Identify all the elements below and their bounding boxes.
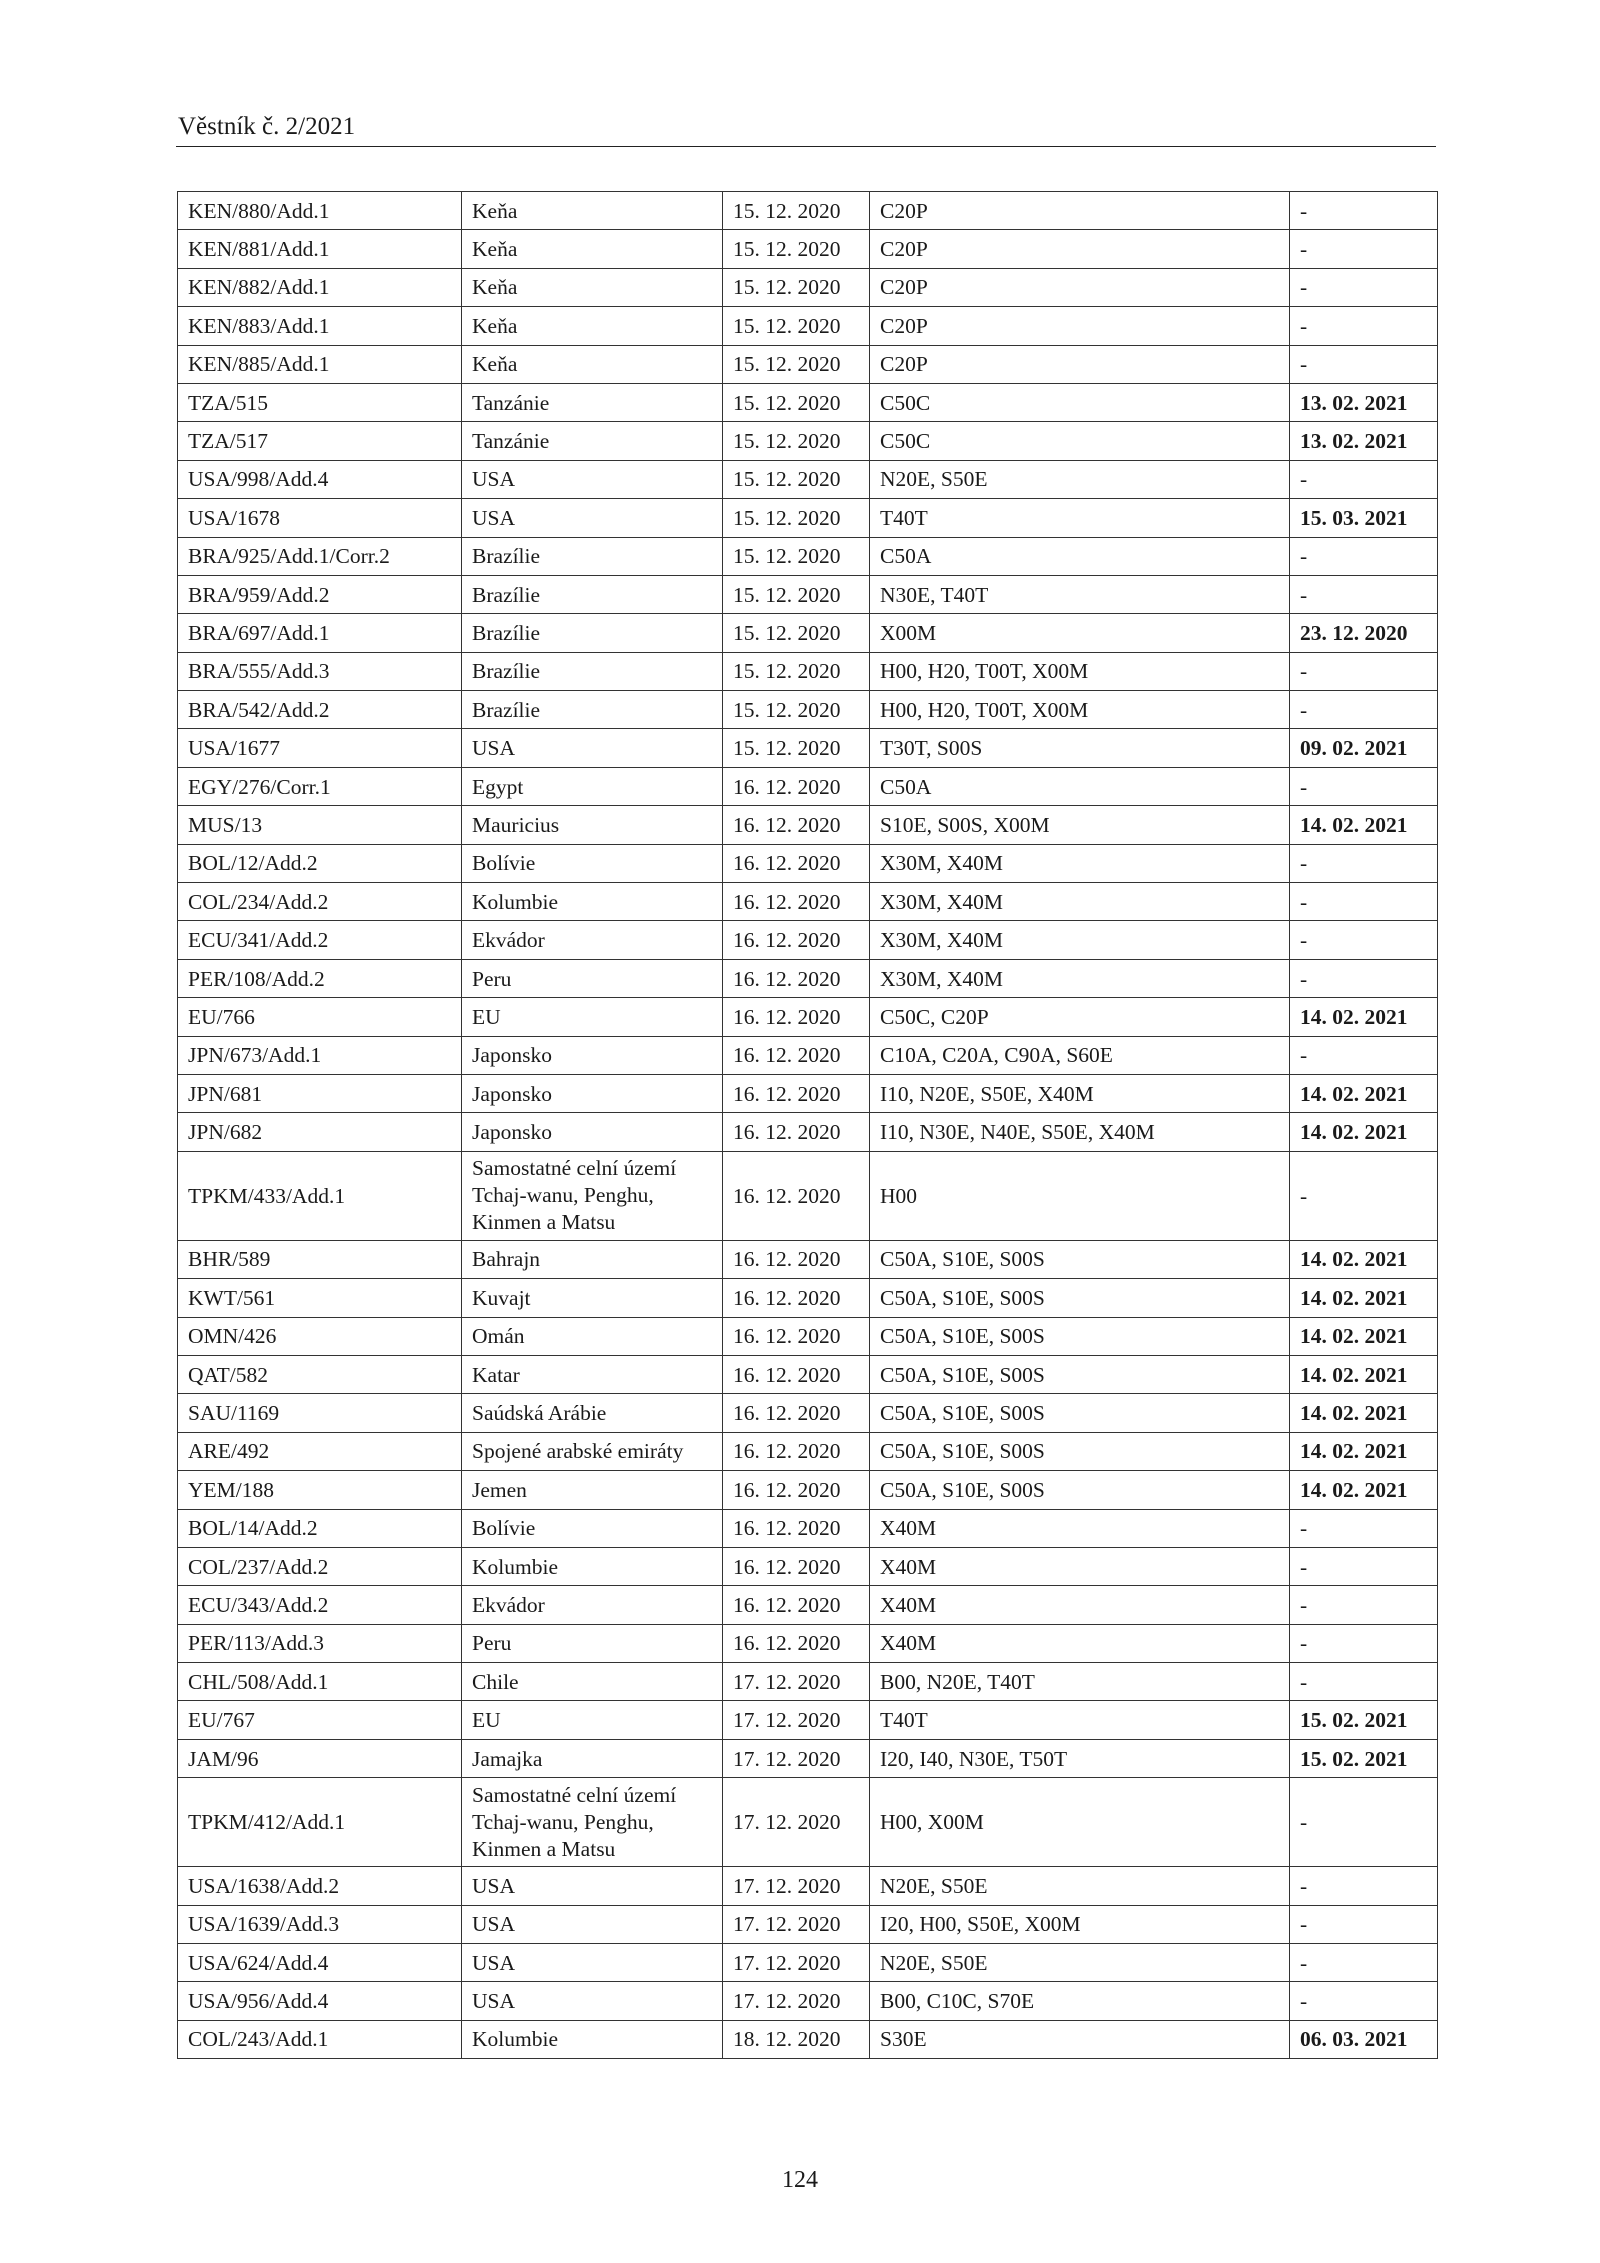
- cell-symbol: TZA/517: [178, 422, 462, 460]
- cell-country: Peru: [462, 1624, 723, 1662]
- cell-date: 16. 12. 2020: [723, 1036, 870, 1074]
- cell-country: Saúdská Arábie: [462, 1394, 723, 1432]
- cell-country: Tanzánie: [462, 422, 723, 460]
- cell-date: 15. 12. 2020: [723, 691, 870, 729]
- table-row: [178, 767, 1438, 805]
- cell-country: Bolívie: [462, 844, 723, 882]
- cell-codes: C50C, C20P: [870, 998, 1290, 1036]
- cell-deadline: -: [1290, 691, 1438, 729]
- cell-codes: C50A, S10E, S00S: [870, 1317, 1290, 1355]
- cell-symbol: QAT/582: [178, 1355, 462, 1393]
- cell-codes: C50A, S10E, S00S: [870, 1240, 1290, 1278]
- cell-codes: X40M: [870, 1509, 1290, 1547]
- cell-deadline: -: [1290, 307, 1438, 345]
- cell-date: 16. 12. 2020: [723, 806, 870, 844]
- cell-codes: I20, H00, S50E, X00M: [870, 1905, 1290, 1943]
- cell-codes: C50C: [870, 383, 1290, 421]
- cell-date: 15. 12. 2020: [723, 345, 870, 383]
- table-row: [178, 959, 1438, 997]
- cell-country: Kolumbie: [462, 883, 723, 921]
- cell-symbol: USA/998/Add.4: [178, 460, 462, 498]
- table-row: [178, 1394, 1438, 1432]
- cell-codes: X40M: [870, 1586, 1290, 1624]
- cell-deadline: -: [1290, 1624, 1438, 1662]
- cell-date: 16. 12. 2020: [723, 1355, 870, 1393]
- table-row: [178, 1778, 1438, 1867]
- cell-codes: T40T: [870, 499, 1290, 537]
- cell-date: 17. 12. 2020: [723, 1778, 870, 1867]
- cell-country: Brazílie: [462, 691, 723, 729]
- cell-date: 15. 12. 2020: [723, 614, 870, 652]
- cell-country: Kolumbie: [462, 2020, 723, 2058]
- cell-symbol: ARE/492: [178, 1432, 462, 1470]
- cell-deadline: -: [1290, 1547, 1438, 1585]
- cell-country: Jemen: [462, 1471, 723, 1509]
- cell-country: USA: [462, 499, 723, 537]
- cell-codes: C20P: [870, 345, 1290, 383]
- table-row: [178, 1867, 1438, 1905]
- cell-country: Keňa: [462, 345, 723, 383]
- table-row: [178, 230, 1438, 268]
- cell-symbol: USA/1638/Add.2: [178, 1867, 462, 1905]
- cell-deadline: 14. 02. 2021: [1290, 1279, 1438, 1317]
- cell-date: 17. 12. 2020: [723, 1739, 870, 1777]
- cell-date: 15. 12. 2020: [723, 422, 870, 460]
- cell-symbol: PER/113/Add.3: [178, 1624, 462, 1662]
- cell-country: USA: [462, 729, 723, 767]
- cell-symbol: BRA/542/Add.2: [178, 691, 462, 729]
- table-row: [178, 1509, 1438, 1547]
- cell-country: USA: [462, 460, 723, 498]
- cell-date: 16. 12. 2020: [723, 1113, 870, 1151]
- cell-country: Keňa: [462, 230, 723, 268]
- cell-deadline: -: [1290, 1586, 1438, 1624]
- cell-symbol: USA/1639/Add.3: [178, 1905, 462, 1943]
- cell-deadline: -: [1290, 1663, 1438, 1701]
- table-row: [178, 1279, 1438, 1317]
- cell-date: 17. 12. 2020: [723, 1982, 870, 2020]
- table-row: [178, 1471, 1438, 1509]
- cell-deadline: -: [1290, 230, 1438, 268]
- cell-deadline: 14. 02. 2021: [1290, 806, 1438, 844]
- cell-symbol: BRA/959/Add.2: [178, 575, 462, 613]
- table-row: [178, 1982, 1438, 2020]
- cell-symbol: KWT/561: [178, 1279, 462, 1317]
- cell-codes: N20E, S50E: [870, 1944, 1290, 1982]
- cell-country: USA: [462, 1982, 723, 2020]
- cell-country: Mauricius: [462, 806, 723, 844]
- cell-symbol: BRA/697/Add.1: [178, 614, 462, 652]
- cell-date: 17. 12. 2020: [723, 1701, 870, 1739]
- header-divider: [176, 146, 1436, 147]
- cell-date: 16. 12. 2020: [723, 1509, 870, 1547]
- cell-codes: B00, C10C, S70E: [870, 1982, 1290, 2020]
- table-row: [178, 2020, 1438, 2058]
- cell-deadline: -: [1290, 1982, 1438, 2020]
- cell-deadline: -: [1290, 537, 1438, 575]
- cell-deadline: -: [1290, 1867, 1438, 1905]
- cell-symbol: ECU/343/Add.2: [178, 1586, 462, 1624]
- cell-symbol: KEN/881/Add.1: [178, 230, 462, 268]
- table-row: [178, 844, 1438, 882]
- table-row: [178, 921, 1438, 959]
- cell-deadline: -: [1290, 268, 1438, 306]
- cell-symbol: JPN/682: [178, 1113, 462, 1151]
- table-row: [178, 1547, 1438, 1585]
- cell-symbol: EU/767: [178, 1701, 462, 1739]
- cell-country: Spojené arabské emiráty: [462, 1432, 723, 1470]
- cell-deadline: 15. 02. 2021: [1290, 1739, 1438, 1777]
- cell-deadline: -: [1290, 959, 1438, 997]
- table-row: [178, 575, 1438, 613]
- cell-date: 16. 12. 2020: [723, 959, 870, 997]
- cell-date: 16. 12. 2020: [723, 767, 870, 805]
- table-row: [178, 268, 1438, 306]
- table-row: [178, 883, 1438, 921]
- cell-symbol: KEN/885/Add.1: [178, 345, 462, 383]
- cell-deadline: 14. 02. 2021: [1290, 998, 1438, 1036]
- cell-date: 16. 12. 2020: [723, 1240, 870, 1278]
- cell-date: 16. 12. 2020: [723, 1471, 870, 1509]
- cell-symbol: USA/956/Add.4: [178, 1982, 462, 2020]
- cell-codes: B00, N20E, T40T: [870, 1663, 1290, 1701]
- cell-codes: N20E, S50E: [870, 460, 1290, 498]
- cell-codes: H00, X00M: [870, 1778, 1290, 1867]
- table-row: [178, 1036, 1438, 1074]
- cell-date: 16. 12. 2020: [723, 1432, 870, 1470]
- cell-symbol: COL/237/Add.2: [178, 1547, 462, 1585]
- cell-deadline: 09. 02. 2021: [1290, 729, 1438, 767]
- table-row: [178, 998, 1438, 1036]
- cell-deadline: -: [1290, 767, 1438, 805]
- cell-symbol: BHR/589: [178, 1240, 462, 1278]
- cell-symbol: JPN/681: [178, 1074, 462, 1112]
- cell-codes: C50C: [870, 422, 1290, 460]
- table-row: [178, 1317, 1438, 1355]
- cell-country: Brazílie: [462, 537, 723, 575]
- cell-country: USA: [462, 1905, 723, 1943]
- cell-codes: C50A: [870, 767, 1290, 805]
- cell-symbol: COL/243/Add.1: [178, 2020, 462, 2058]
- cell-deadline: 23. 12. 2020: [1290, 614, 1438, 652]
- cell-symbol: BOL/12/Add.2: [178, 844, 462, 882]
- cell-symbol: PER/108/Add.2: [178, 959, 462, 997]
- cell-deadline: -: [1290, 1944, 1438, 1982]
- table-row: [178, 422, 1438, 460]
- cell-codes: S30E: [870, 2020, 1290, 2058]
- cell-symbol: USA/1677: [178, 729, 462, 767]
- cell-deadline: 14. 02. 2021: [1290, 1394, 1438, 1432]
- cell-deadline: 06. 03. 2021: [1290, 2020, 1438, 2058]
- notifications-table: [177, 191, 1438, 2059]
- table-row: [178, 1151, 1438, 1240]
- cell-deadline: -: [1290, 1036, 1438, 1074]
- cell-symbol: KEN/883/Add.1: [178, 307, 462, 345]
- cell-codes: X30M, X40M: [870, 921, 1290, 959]
- cell-country: Japonsko: [462, 1036, 723, 1074]
- cell-symbol: SAU/1169: [178, 1394, 462, 1432]
- cell-country: Jamajka: [462, 1739, 723, 1777]
- cell-deadline: 14. 02. 2021: [1290, 1432, 1438, 1470]
- cell-codes: C10A, C20A, C90A, S60E: [870, 1036, 1290, 1074]
- cell-date: 15. 12. 2020: [723, 192, 870, 230]
- cell-codes: X00M: [870, 614, 1290, 652]
- cell-codes: C50A, S10E, S00S: [870, 1279, 1290, 1317]
- cell-date: 15. 12. 2020: [723, 537, 870, 575]
- cell-symbol: EGY/276/Corr.1: [178, 767, 462, 805]
- cell-deadline: 15. 02. 2021: [1290, 1701, 1438, 1739]
- table-row: [178, 1113, 1438, 1151]
- cell-country: Katar: [462, 1355, 723, 1393]
- cell-codes: C20P: [870, 307, 1290, 345]
- cell-symbol: ECU/341/Add.2: [178, 921, 462, 959]
- cell-deadline: -: [1290, 1151, 1438, 1240]
- cell-symbol: JAM/96: [178, 1739, 462, 1777]
- cell-codes: X30M, X40M: [870, 883, 1290, 921]
- cell-deadline: 13. 02. 2021: [1290, 383, 1438, 421]
- cell-symbol: KEN/882/Add.1: [178, 268, 462, 306]
- cell-country: Bahrajn: [462, 1240, 723, 1278]
- cell-date: 16. 12. 2020: [723, 1151, 870, 1240]
- table-row: [178, 729, 1438, 767]
- cell-country: Bolívie: [462, 1509, 723, 1547]
- cell-codes: T30T, S00S: [870, 729, 1290, 767]
- cell-country: Kuvajt: [462, 1279, 723, 1317]
- table-row: [178, 691, 1438, 729]
- cell-country: Ekvádor: [462, 921, 723, 959]
- cell-country: Keňa: [462, 268, 723, 306]
- cell-country: Omán: [462, 1317, 723, 1355]
- table-row: [178, 383, 1438, 421]
- table-row: [178, 652, 1438, 690]
- cell-symbol: MUS/13: [178, 806, 462, 844]
- cell-codes: T40T: [870, 1701, 1290, 1739]
- cell-date: 15. 12. 2020: [723, 499, 870, 537]
- cell-deadline: -: [1290, 345, 1438, 383]
- cell-country: Samostatné celní území Tchaj-wanu, Penghu, Kinmen a Matsu: [462, 1151, 723, 1240]
- cell-symbol: YEM/188: [178, 1471, 462, 1509]
- cell-deadline: -: [1290, 575, 1438, 613]
- cell-deadline: 13. 02. 2021: [1290, 422, 1438, 460]
- cell-country: Ekvádor: [462, 1586, 723, 1624]
- cell-date: 16. 12. 2020: [723, 1394, 870, 1432]
- cell-country: USA: [462, 1944, 723, 1982]
- cell-codes: C20P: [870, 192, 1290, 230]
- cell-symbol: TPKM/412/Add.1: [178, 1778, 462, 1867]
- cell-date: 17. 12. 2020: [723, 1905, 870, 1943]
- cell-deadline: 14. 02. 2021: [1290, 1471, 1438, 1509]
- cell-deadline: -: [1290, 921, 1438, 959]
- cell-codes: C50A, S10E, S00S: [870, 1355, 1290, 1393]
- cell-country: USA: [462, 1867, 723, 1905]
- cell-deadline: -: [1290, 192, 1438, 230]
- cell-symbol: CHL/508/Add.1: [178, 1663, 462, 1701]
- cell-symbol: TPKM/433/Add.1: [178, 1151, 462, 1240]
- cell-codes: H00: [870, 1151, 1290, 1240]
- cell-symbol: KEN/880/Add.1: [178, 192, 462, 230]
- cell-deadline: -: [1290, 460, 1438, 498]
- cell-codes: C50A, S10E, S00S: [870, 1471, 1290, 1509]
- table-row: [178, 1663, 1438, 1701]
- cell-codes: N20E, S50E: [870, 1867, 1290, 1905]
- cell-codes: I10, N30E, N40E, S50E, X40M: [870, 1113, 1290, 1151]
- cell-date: 16. 12. 2020: [723, 1074, 870, 1112]
- cell-codes: X30M, X40M: [870, 959, 1290, 997]
- table-row: [178, 345, 1438, 383]
- cell-deadline: 14. 02. 2021: [1290, 1240, 1438, 1278]
- table-row: [178, 1701, 1438, 1739]
- cell-country: EU: [462, 998, 723, 1036]
- cell-deadline: 15. 03. 2021: [1290, 499, 1438, 537]
- page-header-title: Věstník č. 2/2021: [178, 113, 356, 140]
- table-row: [178, 1240, 1438, 1278]
- table-row: [178, 614, 1438, 652]
- table-row: [178, 806, 1438, 844]
- cell-date: 16. 12. 2020: [723, 998, 870, 1036]
- cell-symbol: EU/766: [178, 998, 462, 1036]
- cell-deadline: -: [1290, 652, 1438, 690]
- cell-country: Tanzánie: [462, 383, 723, 421]
- cell-codes: X30M, X40M: [870, 844, 1290, 882]
- cell-deadline: 14. 02. 2021: [1290, 1113, 1438, 1151]
- table-row: [178, 460, 1438, 498]
- cell-deadline: -: [1290, 844, 1438, 882]
- table-row: [178, 1624, 1438, 1662]
- cell-country: Japonsko: [462, 1074, 723, 1112]
- cell-deadline: -: [1290, 1905, 1438, 1943]
- cell-date: 16. 12. 2020: [723, 844, 870, 882]
- cell-date: 16. 12. 2020: [723, 883, 870, 921]
- cell-codes: C50A: [870, 537, 1290, 575]
- cell-country: Kolumbie: [462, 1547, 723, 1585]
- cell-date: 17. 12. 2020: [723, 1867, 870, 1905]
- cell-symbol: USA/1678: [178, 499, 462, 537]
- cell-codes: S10E, S00S, X00M: [870, 806, 1290, 844]
- cell-date: 16. 12. 2020: [723, 1586, 870, 1624]
- cell-symbol: TZA/515: [178, 383, 462, 421]
- table-row: [178, 1739, 1438, 1777]
- cell-symbol: BOL/14/Add.2: [178, 1509, 462, 1547]
- table-row: [178, 307, 1438, 345]
- cell-codes: I20, I40, N30E, T50T: [870, 1739, 1290, 1777]
- cell-symbol: BRA/555/Add.3: [178, 652, 462, 690]
- cell-date: 17. 12. 2020: [723, 1663, 870, 1701]
- cell-symbol: COL/234/Add.2: [178, 883, 462, 921]
- cell-codes: C20P: [870, 230, 1290, 268]
- cell-country: EU: [462, 1701, 723, 1739]
- cell-date: 16. 12. 2020: [723, 1317, 870, 1355]
- cell-deadline: 14. 02. 2021: [1290, 1317, 1438, 1355]
- cell-country: Samostatné celní území Tchaj-wanu, Penghu, Kinmen a Matsu: [462, 1778, 723, 1867]
- cell-deadline: -: [1290, 883, 1438, 921]
- cell-date: 15. 12. 2020: [723, 729, 870, 767]
- notifications-table-body: [178, 192, 1438, 2059]
- cell-date: 15. 12. 2020: [723, 652, 870, 690]
- cell-codes: I10, N20E, S50E, X40M: [870, 1074, 1290, 1112]
- cell-country: Brazílie: [462, 575, 723, 613]
- cell-codes: H00, H20, T00T, X00M: [870, 691, 1290, 729]
- cell-codes: C20P: [870, 268, 1290, 306]
- cell-country: Keňa: [462, 307, 723, 345]
- cell-date: 15. 12. 2020: [723, 460, 870, 498]
- table-row: [178, 1355, 1438, 1393]
- cell-deadline: -: [1290, 1509, 1438, 1547]
- table-row: [178, 537, 1438, 575]
- cell-date: 16. 12. 2020: [723, 1624, 870, 1662]
- cell-country: Brazílie: [462, 614, 723, 652]
- cell-country: Keňa: [462, 192, 723, 230]
- cell-country: Peru: [462, 959, 723, 997]
- cell-codes: C50A, S10E, S00S: [870, 1432, 1290, 1470]
- table-row: [178, 499, 1438, 537]
- cell-deadline: 14. 02. 2021: [1290, 1355, 1438, 1393]
- table-row: [178, 1586, 1438, 1624]
- cell-symbol: JPN/673/Add.1: [178, 1036, 462, 1074]
- page-number: 124: [782, 2167, 818, 2193]
- cell-symbol: USA/624/Add.4: [178, 1944, 462, 1982]
- cell-symbol: BRA/925/Add.1/Corr.2: [178, 537, 462, 575]
- cell-deadline: 14. 02. 2021: [1290, 1074, 1438, 1112]
- table-row: [178, 1944, 1438, 1982]
- cell-codes: C50A, S10E, S00S: [870, 1394, 1290, 1432]
- cell-date: 16. 12. 2020: [723, 921, 870, 959]
- table-row: [178, 1432, 1438, 1470]
- cell-date: 15. 12. 2020: [723, 268, 870, 306]
- cell-date: 15. 12. 2020: [723, 307, 870, 345]
- cell-symbol: OMN/426: [178, 1317, 462, 1355]
- cell-date: 17. 12. 2020: [723, 1944, 870, 1982]
- cell-country: Brazílie: [462, 652, 723, 690]
- cell-codes: N30E, T40T: [870, 575, 1290, 613]
- cell-codes: H00, H20, T00T, X00M: [870, 652, 1290, 690]
- cell-deadline: -: [1290, 1778, 1438, 1867]
- cell-date: 18. 12. 2020: [723, 2020, 870, 2058]
- cell-date: 15. 12. 2020: [723, 230, 870, 268]
- cell-codes: X40M: [870, 1547, 1290, 1585]
- cell-country: Egypt: [462, 767, 723, 805]
- table-row: [178, 1074, 1438, 1112]
- cell-date: 15. 12. 2020: [723, 575, 870, 613]
- cell-country: Japonsko: [462, 1113, 723, 1151]
- cell-date: 16. 12. 2020: [723, 1279, 870, 1317]
- cell-codes: X40M: [870, 1624, 1290, 1662]
- cell-country: Chile: [462, 1663, 723, 1701]
- cell-date: 15. 12. 2020: [723, 383, 870, 421]
- table-row: [178, 1905, 1438, 1943]
- cell-date: 16. 12. 2020: [723, 1547, 870, 1585]
- table-row: [178, 192, 1438, 230]
